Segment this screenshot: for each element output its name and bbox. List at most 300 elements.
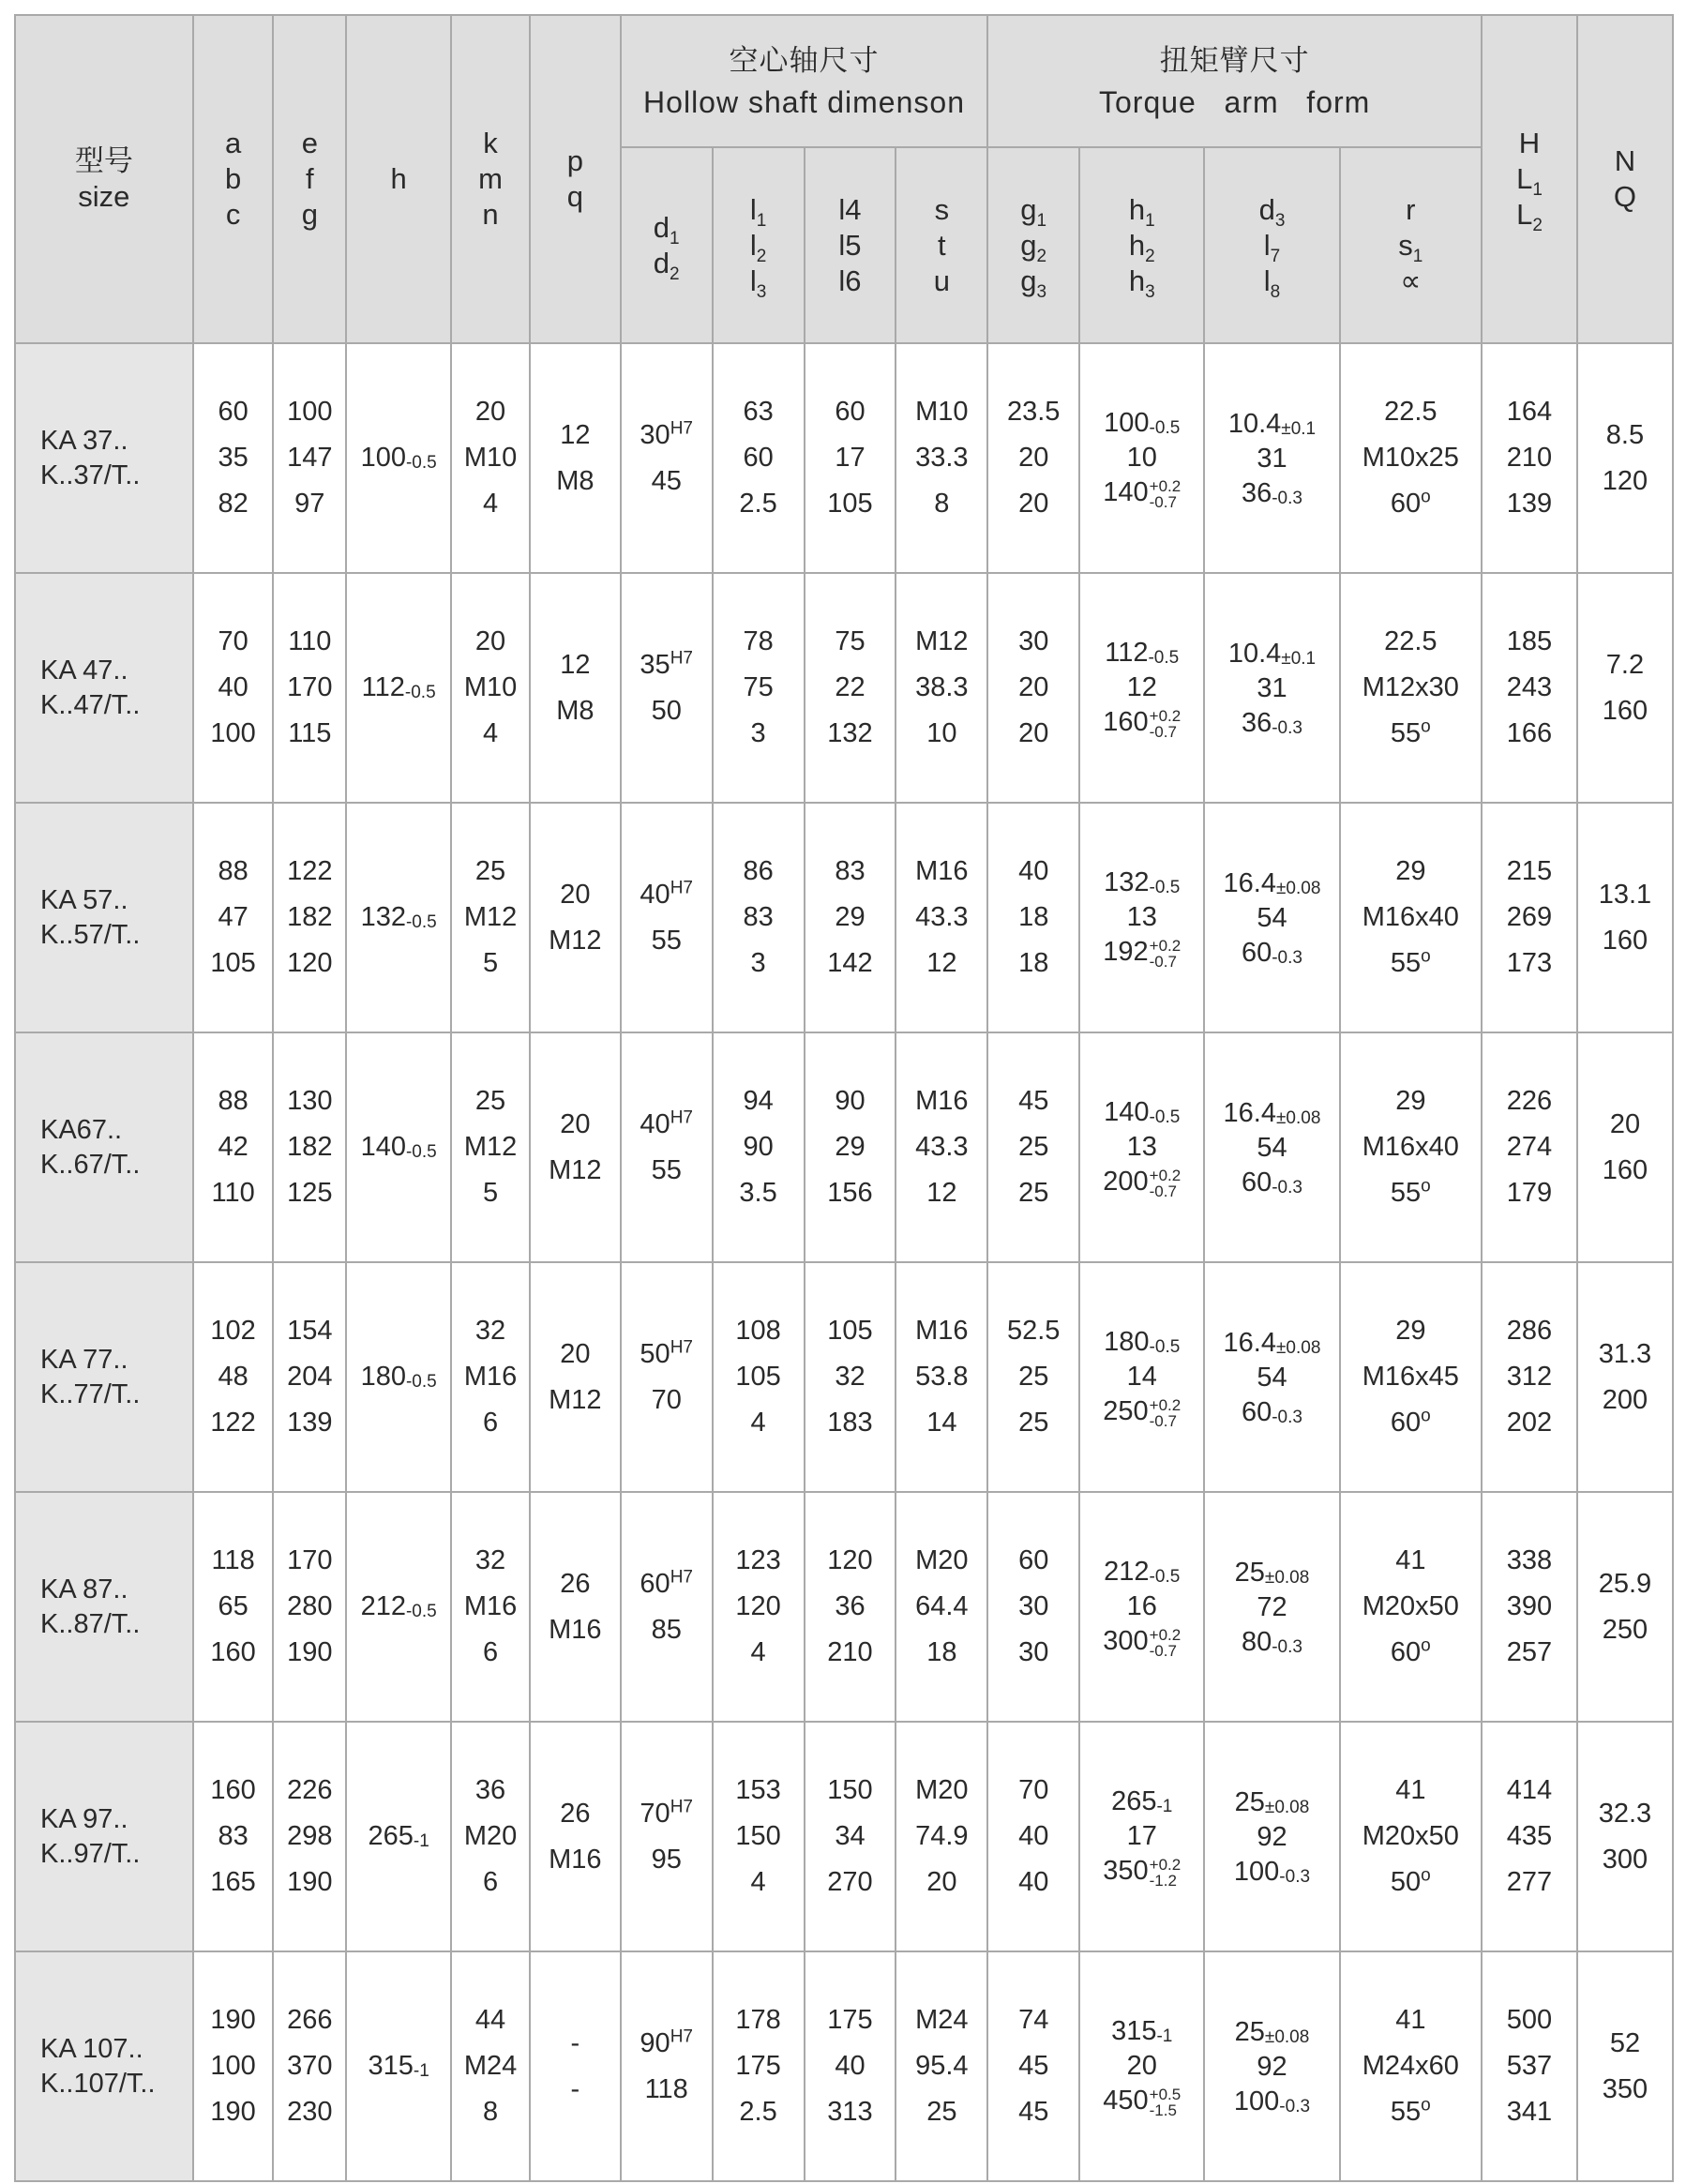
- d-cell: [621, 1032, 713, 1262]
- header-Q: Q: [1613, 180, 1637, 213]
- rs-cell: [1340, 573, 1482, 803]
- value-Q: 350: [1602, 2073, 1648, 2104]
- value-l5: 34: [835, 1821, 866, 1851]
- header-L1-sub: 1: [1532, 180, 1543, 201]
- value-d3-tolerance: ±0.08: [1264, 1797, 1310, 1817]
- value-L2: 139: [1506, 489, 1553, 519]
- size-variant: K..37/T..: [40, 459, 141, 490]
- efg-cell: [273, 1262, 346, 1492]
- value-h3-lower: -0.7: [1149, 1182, 1177, 1200]
- size-model: KA 97..: [40, 1803, 128, 1834]
- value-l2: 83: [743, 902, 774, 932]
- value-h2: 13: [1126, 902, 1157, 933]
- kmn-cell: [451, 803, 530, 1032]
- l123-cell: [713, 1492, 805, 1722]
- value-h: 112: [361, 672, 405, 702]
- h123-cell: [1079, 1492, 1204, 1722]
- value-d3-tolerance: ±0.1: [1281, 418, 1317, 439]
- value-d2: 70: [651, 1384, 682, 1415]
- value-l6: 156: [827, 1178, 873, 1208]
- degree-mark: o: [1421, 1865, 1431, 1886]
- value-g3: 25: [1018, 1408, 1049, 1438]
- value-h3: 160: [1103, 707, 1149, 738]
- rs-cell: [1340, 1951, 1482, 2181]
- NQ-cell: [1577, 343, 1673, 573]
- h123-cell: [1079, 1951, 1204, 2181]
- value-g1: 23.5: [1006, 397, 1061, 427]
- header-h2: h: [1128, 228, 1146, 262]
- h123-cell: [1079, 1032, 1204, 1262]
- value-l1: 178: [735, 2005, 781, 2035]
- value-l7: 72: [1257, 1591, 1287, 1622]
- value-s: M16: [915, 1086, 969, 1116]
- header-stu: [896, 147, 987, 343]
- value-n: 4: [482, 718, 499, 748]
- value-s: M24: [915, 2005, 969, 2035]
- value-d2: 45: [651, 465, 682, 496]
- value-l6: 270: [827, 1867, 873, 1897]
- value-H: 414: [1506, 1775, 1553, 1805]
- value-l1: 86: [743, 856, 774, 886]
- l456-cell: [805, 343, 896, 573]
- header-l456: [805, 147, 896, 343]
- value-Q: 250: [1602, 1614, 1648, 1645]
- header-h1: h: [1128, 192, 1146, 226]
- value-f: 147: [287, 443, 333, 473]
- header-d2-sub: 2: [670, 264, 680, 284]
- value-l4: 120: [827, 1545, 873, 1575]
- value-h3: 140: [1103, 477, 1149, 508]
- value-a: 60: [218, 397, 248, 427]
- value-l6: 105: [827, 489, 873, 519]
- value-N: 32.3: [1598, 1798, 1652, 1829]
- g-cell: [987, 803, 1079, 1032]
- value-g2: 45: [1018, 2051, 1049, 2081]
- value-H: 500: [1506, 2005, 1553, 2035]
- header-g1-sub: 1: [1036, 210, 1047, 231]
- size-variant: K..47/T..: [40, 689, 141, 720]
- HL-cell: [1482, 803, 1577, 1032]
- header-h: [346, 15, 451, 343]
- value-L1: 210: [1506, 443, 1553, 473]
- pq-cell: [530, 573, 621, 803]
- rs-cell: [1340, 803, 1482, 1032]
- value-l4: 60: [835, 397, 866, 427]
- size-cell: [15, 1492, 193, 1722]
- value-Q: 160: [1602, 925, 1648, 956]
- value-l3: 2.5: [739, 489, 777, 519]
- rs-cell: [1340, 1262, 1482, 1492]
- value-h1-tolerance: -0.5: [1149, 1107, 1181, 1128]
- value-m: M10: [463, 443, 518, 473]
- value-h3-upper: +0.2: [1149, 1625, 1182, 1644]
- header-efg: [273, 15, 346, 343]
- value-g3: 45: [1018, 2097, 1049, 2127]
- value-h: 315: [368, 2051, 414, 2081]
- header-f: f: [306, 162, 314, 195]
- value-h1: 265: [1111, 1786, 1157, 1817]
- size-cell: [15, 803, 193, 1032]
- value-k: 25: [474, 1086, 506, 1116]
- d3-cell: [1204, 1262, 1339, 1492]
- value-N: 8.5: [1605, 419, 1645, 450]
- value-d1-fit: H7: [670, 1796, 693, 1816]
- value-c: 165: [210, 1867, 256, 1897]
- l123-cell: [713, 1722, 805, 1951]
- value-d1-fit: H7: [670, 1107, 693, 1127]
- header-hollow-cn: 空心轴尺寸: [729, 43, 880, 78]
- value-s1: M12x30: [1362, 672, 1459, 702]
- abc-cell: [193, 803, 274, 1032]
- value-n: 5: [482, 1178, 499, 1208]
- d3-cell: [1204, 573, 1339, 803]
- value-l5: 29: [835, 902, 866, 932]
- header-kmn: [451, 15, 530, 343]
- pq-cell: [530, 1032, 621, 1262]
- value-l7: 31: [1257, 672, 1287, 703]
- value-h-tolerance: -0.5: [405, 1142, 437, 1162]
- header-d: [621, 147, 713, 343]
- header-h3: h: [1128, 264, 1146, 297]
- header-s1: s: [1398, 228, 1413, 262]
- header-l7: l: [1263, 228, 1271, 262]
- l123-cell: [713, 343, 805, 573]
- l123-cell: [713, 1951, 805, 2181]
- value-b: 42: [218, 1132, 248, 1162]
- value-h2: 14: [1126, 1362, 1157, 1393]
- value-L2: 257: [1506, 1637, 1553, 1667]
- value-l4: 83: [835, 856, 866, 886]
- value-L1: 274: [1506, 1132, 1553, 1162]
- value-h2: 10: [1126, 443, 1157, 474]
- value-g2: 25: [1018, 1132, 1049, 1162]
- value-N: 52: [1609, 2027, 1641, 2058]
- table-header: [15, 15, 1673, 343]
- table-row: [15, 1032, 1673, 1262]
- header-N: N: [1614, 144, 1636, 177]
- value-a: 190: [210, 2005, 256, 2035]
- value-n: 5: [482, 948, 499, 978]
- kmn-cell: [451, 1951, 530, 2181]
- value-h: 100: [360, 443, 406, 473]
- h123-cell: [1079, 1262, 1204, 1492]
- table-row: [15, 1492, 1673, 1722]
- l123-cell: [713, 1262, 805, 1492]
- value-h1-tolerance: -0.5: [1149, 1567, 1181, 1588]
- header-h-label: h: [390, 162, 407, 195]
- value-e: 130: [287, 1086, 333, 1116]
- value-d2: 85: [651, 1614, 682, 1645]
- value-l1: 78: [743, 626, 774, 656]
- stu-cell: [896, 573, 987, 803]
- header-k: k: [483, 127, 498, 159]
- value-h2: 13: [1126, 1132, 1157, 1163]
- value-l8-tolerance: -0.3: [1272, 1407, 1302, 1427]
- h123-cell: [1079, 343, 1204, 573]
- value-q: -: [570, 2073, 580, 2104]
- value-l8-tolerance: -0.3: [1272, 1177, 1302, 1197]
- efg-cell: [273, 343, 346, 573]
- dimension-table: [14, 14, 1674, 2182]
- value-r: 41: [1395, 1775, 1426, 1805]
- abc-cell: [193, 343, 274, 573]
- header-l1-sub: 1: [756, 210, 767, 231]
- rs-cell: [1340, 1492, 1482, 1722]
- value-c: 82: [218, 489, 248, 519]
- value-g: 190: [287, 1867, 333, 1897]
- header-s: s: [934, 192, 950, 226]
- value-h1: 212: [1104, 1557, 1150, 1588]
- value-l8-tolerance: -0.3: [1272, 488, 1302, 508]
- value-h-tolerance: -0.5: [405, 453, 437, 473]
- value-q: M12: [549, 1384, 602, 1415]
- NQ-cell: [1577, 803, 1673, 1032]
- value-angle: 55: [1390, 948, 1422, 978]
- value-h1: 112: [1105, 638, 1149, 669]
- size-variant: K..87/T..: [40, 1608, 141, 1639]
- value-L1: 435: [1506, 1821, 1553, 1851]
- value-l3: 4: [750, 1408, 766, 1438]
- h-cell: [346, 803, 451, 1032]
- header-size-en: size: [78, 180, 130, 213]
- value-h1: 315: [1111, 2016, 1157, 2047]
- value-g1: 52.5: [1006, 1316, 1061, 1346]
- table-row: [15, 1262, 1673, 1492]
- value-l7: 54: [1257, 902, 1287, 933]
- value-g3: 30: [1018, 1637, 1049, 1667]
- value-h3: 450: [1103, 2086, 1149, 2116]
- value-s: M12: [915, 626, 969, 656]
- value-h1: 180: [1104, 1327, 1150, 1358]
- g-cell: [987, 1722, 1079, 1951]
- value-p: 20: [560, 1338, 591, 1369]
- NQ-cell: [1577, 573, 1673, 803]
- g-cell: [987, 573, 1079, 803]
- value-t: 43.3: [915, 902, 969, 932]
- value-l4: 105: [827, 1316, 873, 1346]
- value-a: 160: [210, 1775, 256, 1805]
- header-hollow-en: Hollow shaft dimenson: [643, 84, 965, 119]
- header-g2: g: [1020, 228, 1037, 262]
- value-L1: 537: [1506, 2051, 1553, 2081]
- value-l4: 150: [827, 1775, 873, 1805]
- value-h3-lower: -0.7: [1149, 1641, 1177, 1660]
- value-s: M16: [915, 1316, 969, 1346]
- header-g2-sub: 2: [1036, 246, 1047, 266]
- value-n: 8: [482, 2097, 499, 2127]
- value-L1: 269: [1506, 902, 1553, 932]
- header-r: r: [1406, 192, 1416, 226]
- value-l3: 4: [750, 1637, 766, 1667]
- value-L2: 166: [1506, 718, 1553, 748]
- value-h3-lower: -1.5: [1149, 2101, 1177, 2119]
- d3-cell: [1204, 803, 1339, 1032]
- value-l7: 92: [1257, 2051, 1287, 2082]
- HL-cell: [1482, 1722, 1577, 1951]
- degree-mark: o: [1421, 2095, 1431, 2116]
- stu-cell: [896, 343, 987, 573]
- value-a: 70: [218, 626, 248, 656]
- value-h3-tolerance: [1150, 2086, 1182, 2118]
- h123-cell: [1079, 803, 1204, 1032]
- value-k: 44: [474, 2005, 506, 2035]
- value-h3-lower: -0.7: [1149, 492, 1177, 511]
- header-NQ: [1577, 15, 1673, 343]
- size-variant: K..107/T..: [40, 2068, 156, 2099]
- value-l2: 60: [743, 443, 774, 473]
- header-s1-sub: 1: [1412, 246, 1423, 266]
- value-l7: 92: [1257, 1821, 1287, 1852]
- efg-cell: [273, 573, 346, 803]
- value-l6: 142: [827, 948, 873, 978]
- value-l8: 100: [1233, 1856, 1280, 1887]
- value-h1: 100: [1104, 408, 1150, 439]
- kmn-cell: [451, 1032, 530, 1262]
- value-d3: 16.4: [1223, 1097, 1276, 1128]
- value-s1: M16x40: [1362, 902, 1459, 932]
- kmn-cell: [451, 573, 530, 803]
- g-cell: [987, 1951, 1079, 2181]
- value-g3: 40: [1018, 1867, 1049, 1897]
- value-l8: 60: [1241, 1167, 1272, 1197]
- value-h-tolerance: -0.5: [405, 1372, 437, 1392]
- value-l5: 40: [835, 2051, 866, 2081]
- value-L2: 179: [1506, 1178, 1553, 1208]
- header-angle-symbol: ∝: [1400, 264, 1422, 297]
- value-h: 132: [360, 902, 406, 932]
- value-g1: 60: [1018, 1545, 1049, 1575]
- value-l5: 36: [835, 1591, 866, 1621]
- value-u: 12: [926, 948, 957, 978]
- g-cell: [987, 1032, 1079, 1262]
- value-q: M8: [556, 695, 595, 726]
- value-q: M12: [549, 925, 602, 956]
- value-d1-fit: H7: [670, 647, 693, 668]
- d3-cell: [1204, 343, 1339, 573]
- value-u: 20: [926, 1867, 957, 1897]
- value-g1: 74: [1018, 2005, 1049, 2035]
- value-h3-tolerance: [1150, 1167, 1182, 1199]
- value-d3-tolerance: ±0.08: [1275, 878, 1321, 898]
- l456-cell: [805, 803, 896, 1032]
- abc-cell: [193, 1492, 274, 1722]
- value-l3: 3: [750, 948, 766, 978]
- value-h-tolerance: -0.5: [405, 1602, 437, 1621]
- value-l7: 54: [1257, 1132, 1287, 1163]
- value-h3-tolerance: [1150, 708, 1182, 740]
- value-b: 40: [218, 672, 248, 702]
- value-h-tolerance: -0.5: [405, 912, 437, 932]
- value-Q: 160: [1602, 695, 1648, 726]
- value-n: 4: [482, 489, 499, 519]
- value-p: 20: [560, 879, 591, 910]
- value-angle: 50: [1390, 1867, 1422, 1897]
- value-p: -: [570, 2027, 580, 2058]
- value-b: 83: [218, 1821, 248, 1851]
- HL-cell: [1482, 343, 1577, 573]
- degree-mark: o: [1421, 716, 1431, 737]
- abc-cell: [193, 1951, 274, 2181]
- h-cell: [346, 1032, 451, 1262]
- value-b: 47: [218, 902, 248, 932]
- value-h3-tolerance: [1150, 478, 1182, 510]
- HL-cell: [1482, 1492, 1577, 1722]
- value-l4: 90: [835, 1086, 866, 1116]
- value-g1: 70: [1018, 1775, 1049, 1805]
- value-d2: 50: [651, 695, 682, 726]
- value-n: 6: [482, 1408, 499, 1438]
- pq-cell: [530, 1262, 621, 1492]
- header-size: [15, 15, 193, 343]
- value-g2: 40: [1018, 1821, 1049, 1851]
- value-h3-upper: +0.2: [1149, 1855, 1182, 1874]
- l456-cell: [805, 1262, 896, 1492]
- value-l6: 132: [827, 718, 873, 748]
- value-h1: 140: [1104, 1097, 1150, 1128]
- value-Q: 160: [1602, 1154, 1648, 1185]
- value-h3-upper: +0.5: [1149, 2085, 1182, 2103]
- value-t: 95.4: [915, 2051, 969, 2081]
- value-l8: 100: [1233, 2086, 1280, 2116]
- value-l8-tolerance: -0.3: [1272, 1636, 1302, 1657]
- value-l3: 4: [750, 1867, 766, 1897]
- d-cell: [621, 1722, 713, 1951]
- value-h1-tolerance: -0.5: [1149, 1337, 1181, 1358]
- size-model: KA 37..: [40, 425, 128, 456]
- value-t: 53.8: [915, 1362, 969, 1392]
- header-l4: l4: [838, 192, 862, 226]
- value-g: 190: [287, 1637, 333, 1667]
- value-e: 100: [287, 397, 333, 427]
- value-b: 100: [210, 2051, 256, 2081]
- value-H: 164: [1506, 397, 1553, 427]
- stu-cell: [896, 1032, 987, 1262]
- value-a: 88: [218, 856, 248, 886]
- value-N: 20: [1609, 1108, 1641, 1139]
- header-l8-sub: 8: [1270, 281, 1281, 302]
- value-N: 7.2: [1605, 649, 1645, 680]
- header-d1: d: [653, 210, 670, 244]
- value-l8-tolerance: -0.3: [1272, 947, 1302, 968]
- value-L2: 277: [1506, 1867, 1553, 1897]
- size-model: KA67..: [40, 1114, 123, 1145]
- value-g3: 20: [1018, 718, 1049, 748]
- value-l2: 105: [735, 1362, 781, 1392]
- value-h3-upper: +0.2: [1149, 706, 1182, 725]
- value-L1: 312: [1506, 1362, 1553, 1392]
- value-H: 286: [1506, 1316, 1553, 1346]
- value-N: 25.9: [1598, 1568, 1652, 1599]
- value-m: M10: [463, 672, 518, 702]
- value-c: 100: [210, 718, 256, 748]
- value-u: 14: [926, 1408, 957, 1438]
- value-s1: M20x50: [1362, 1821, 1459, 1851]
- l123-cell: [713, 1032, 805, 1262]
- size-model: KA 77..: [40, 1344, 128, 1375]
- value-l3: 3.5: [739, 1178, 777, 1208]
- value-d3-tolerance: ±0.08: [1275, 1337, 1321, 1358]
- value-L1: 390: [1506, 1591, 1553, 1621]
- table-body: [15, 343, 1673, 2181]
- header-l2-sub: 2: [756, 246, 767, 266]
- value-h2: 12: [1126, 672, 1157, 703]
- value-l2: 175: [735, 2051, 781, 2081]
- HL-cell: [1482, 1262, 1577, 1492]
- value-d3: 16.4: [1223, 867, 1276, 898]
- HL-cell: [1482, 1951, 1577, 2181]
- table-row: [15, 343, 1673, 573]
- header-l8: l: [1263, 264, 1271, 297]
